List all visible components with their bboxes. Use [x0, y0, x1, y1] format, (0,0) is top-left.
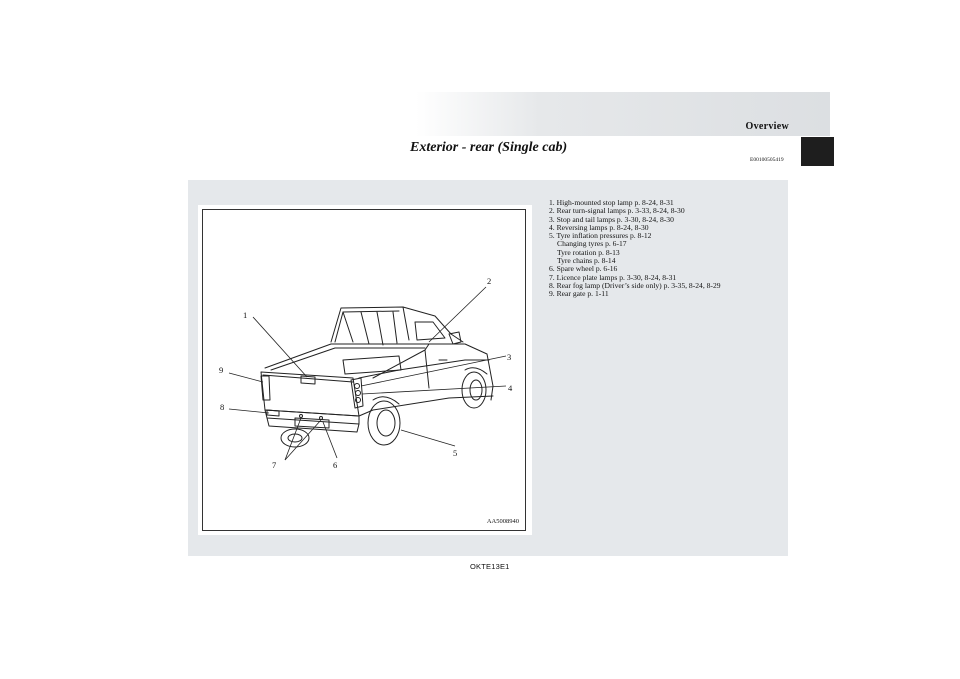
callout-8: 8: [220, 402, 225, 412]
legend-item: [549, 232, 785, 265]
callout-1: 1: [243, 310, 248, 320]
page-tab-marker: [801, 137, 834, 166]
figure-frame: [202, 209, 526, 531]
callout-6: 6: [333, 460, 338, 470]
item-number: 5.: [549, 231, 555, 241]
figure-code: AA5008940: [486, 518, 519, 525]
item-number: 1.: [549, 198, 555, 207]
item-number: 4.: [549, 222, 555, 232]
callout-7: 7: [272, 460, 277, 470]
callout-5: 5: [453, 448, 458, 458]
item-number: 7.: [549, 272, 555, 282]
item-text: Stop and tail lamps p. 3-30, 8-24, 8-30: [556, 214, 674, 224]
callout-4: 4: [508, 383, 513, 393]
callout-9: 9: [219, 365, 224, 375]
item-text: Rear gate p. 1-11: [556, 289, 609, 299]
item-number: 9.: [549, 289, 555, 299]
pickup-rear-illustration: [203, 210, 527, 532]
item-text: Licence plate lamps p. 3-30, 8-24, 8-31: [556, 272, 677, 282]
legend-list: [549, 199, 785, 299]
section-label: Overview: [745, 121, 789, 132]
item-text: Tyre inflation pressures p. 8-12: [556, 231, 652, 241]
item-text: High-mounted stop lamp p. 8-24, 8-31: [556, 198, 674, 207]
item-number: 8.: [549, 280, 555, 290]
item-text: Spare wheel p. 6-16: [556, 264, 618, 274]
sub-item: Tyre rotation p. 8-13: [557, 247, 620, 257]
item-number: 3.: [549, 214, 555, 224]
item-text: Rear turn-signal lamps p. 3-33, 8-24, 8-30: [556, 206, 685, 216]
item-text: Rear fog lamp (Driver’s side only) p. 3-35, 8-24, 8-29: [556, 280, 721, 290]
item-text: Reversing lamps p. 8-24, 8-30: [556, 222, 649, 232]
sub-item: Tyre chains p. 8-14: [557, 256, 616, 266]
page-reference-code: E00100505419: [750, 157, 784, 163]
legend-item: [549, 290, 785, 298]
footer-code: OKTE13E1: [470, 562, 510, 571]
item-number: 6.: [549, 264, 555, 274]
figure: [198, 205, 532, 535]
page-title: Exterior - rear (Single cab): [410, 140, 568, 155]
sub-item: Changing tyres p. 6-17: [557, 239, 627, 249]
item-number: 2.: [549, 206, 555, 216]
callout-3: 3: [507, 352, 512, 362]
callout-2: 2: [487, 276, 492, 286]
